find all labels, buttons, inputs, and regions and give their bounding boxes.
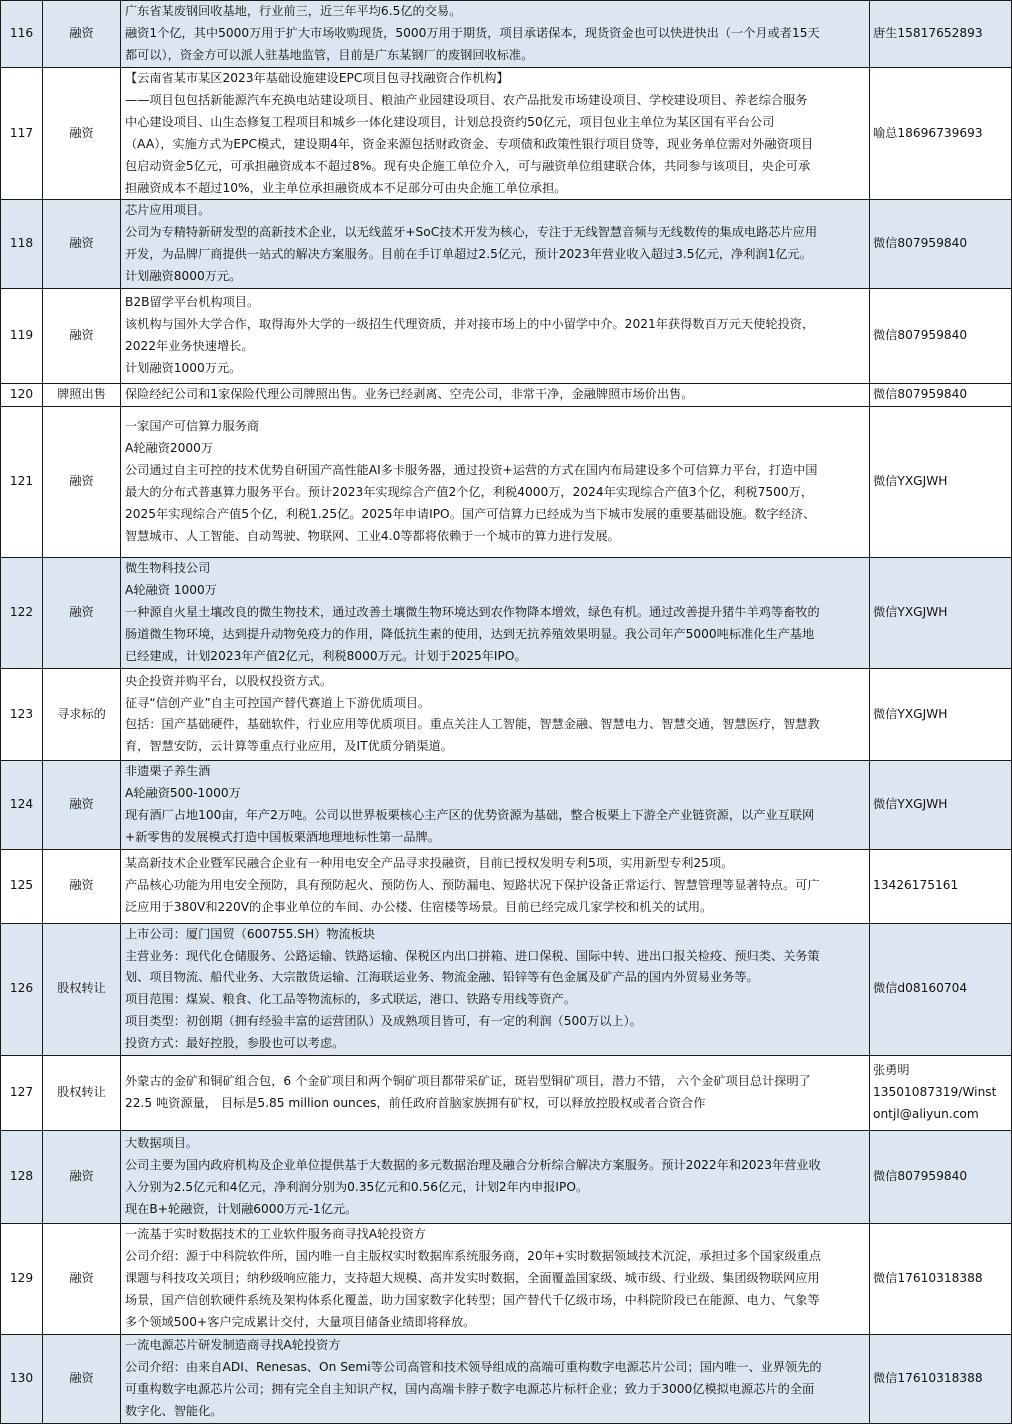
description-line: 保险经纪公司和1家保险代理公司牌照出售。业务已经剥离、空壳公司，非常干净，金融牌照市场价出售。	[125, 387, 694, 402]
row-number: 124	[1, 760, 43, 849]
description-line: 育，智慧安防，云计算等重点行业应用，及IT优质分销渠道。	[125, 739, 453, 754]
row-contact	[870, 1, 1012, 68]
row-description	[121, 289, 870, 384]
row-category: 融资	[43, 289, 121, 384]
description-line: 课题与科技攻关项目；纳秒级响应能力，支持超大规模、高并发实时数据，全面覆盖国家级、城市级、行业级、集团级物联网应用	[125, 1271, 820, 1286]
row-description	[121, 1131, 870, 1224]
description-line: 智慧城市、人工智能、自动驾驶、物联网、工业4.0等都将依赖于一个城市的算力进行发展。	[125, 528, 620, 543]
description-line: 最大的分布式普惠算力服务平台。预计2023年实现综合产值2个亿，利税4000万，2024年实现综合产值3个亿，利税7500万，	[125, 484, 814, 499]
row-category: 融资	[43, 1, 121, 68]
row-category: 股权转让	[43, 1056, 121, 1131]
row-category: 股权转让	[43, 923, 121, 1055]
row-number: 119	[1, 289, 43, 384]
row-contact	[870, 1131, 1012, 1224]
description-line: 公司介绍：源于中科院软件所，国内唯一自主版权实时数据库系统服务商，20年+实时数据领域技术沉淀，承担过多个国家级重点	[125, 1249, 822, 1264]
description-line: 场景，国产信创软硬件系统及架构体系化覆盖，助力国家数字化转型；国产替代千亿级市场，中科院阶段已在能源、电力、气象等	[125, 1293, 820, 1307]
description-line: 数字化、智能化。	[125, 1403, 223, 1418]
table-row	[1, 1056, 1012, 1131]
row-contact	[870, 384, 1012, 407]
row-description	[121, 1335, 870, 1424]
row-contact	[870, 849, 1012, 923]
contact-line: 微信807959840	[873, 387, 968, 402]
row-category: 融资	[43, 200, 121, 289]
description-line: 征寻“信创产业”自主可控国产替代赛道上下游优质项目。	[125, 695, 431, 710]
contact-line: ontjl@aliyun.com	[873, 1106, 979, 1121]
contact-line: 喻总18696739693	[873, 125, 983, 140]
description-line: 芯片应用项目。	[125, 203, 211, 218]
table-row	[1, 406, 1012, 557]
row-contact	[870, 1224, 1012, 1335]
table-row	[1, 289, 1012, 384]
row-category: 融资	[43, 1131, 121, 1224]
row-category: 融资	[43, 1335, 121, 1424]
row-number: 118	[1, 200, 43, 289]
row-contact	[870, 68, 1012, 200]
description-line: 一流基于实时数据技术的工业软件服务商寻找A轮投资方	[125, 1227, 426, 1242]
table-row	[1, 1, 1012, 68]
row-description	[121, 68, 870, 200]
description-line: A轮融资 1000万	[125, 583, 217, 598]
row-number: 129	[1, 1224, 43, 1335]
row-category: 融资	[43, 849, 121, 923]
row-contact	[870, 289, 1012, 384]
contact-line: 张勇明	[873, 1063, 910, 1078]
description-line: 外蒙古的金矿和铜矿组合包，6 个金矿项目和两个铜矿项目都带采矿证，斑岩型铜矿项目，潜力不错， 六个金矿项目总计探明了	[125, 1074, 811, 1089]
description-line: A轮融资2000万	[125, 441, 214, 456]
description-line: 央企投资并购平台，以股权投资方式。	[125, 673, 333, 688]
row-contact	[870, 406, 1012, 557]
row-contact	[870, 1335, 1012, 1424]
contact-line: 微信807959840	[873, 236, 968, 251]
description-line: 项目类型：初创期（拥有经验丰富的运营团队）及成熟项目皆可，有一定的利润（500万以上）。	[125, 1014, 642, 1029]
row-description	[121, 557, 870, 668]
description-line: 开发，为品牌厂商提供一站式的解决方案服务。目前在手订单超过2.5亿元，预计2023年营业收入超过3.5亿元，净利润1亿元。	[125, 247, 812, 262]
description-line: 可重构数字电源芯片公司；拥有完全自主知识产权，国内高端卡脖子数字电源芯片标杆企业；致力于3000亿模拟电源芯片的全面	[125, 1381, 815, 1396]
table-row	[1, 923, 1012, 1055]
description-line: 多个领域500+客户完成累计交付，大量项目储备业绩即将释放。	[125, 1314, 476, 1329]
description-line: 入分别为2.5亿元和4亿元，净利润分别为0.35亿元和0.56亿元，计划2年内申报IPO。	[125, 1180, 589, 1195]
row-contact	[870, 200, 1012, 289]
description-line: 投资方式：最好控股，参股也可以考虑。	[125, 1036, 345, 1051]
contact-line: 微信YXGJWH	[873, 796, 948, 811]
description-line: 包启动资金5亿元，可承担融资成本不超过8%。现有央企施工单位介入，可与融资单位组建联合体，共同参与该项目，央企可承	[125, 158, 811, 173]
description-line: 公司介绍：由来自ADI、Renesas、On Semi等公司高管和技术领导组成的高端可重构数字电源芯片公司；国内唯一、业界领先的	[125, 1359, 822, 1374]
description-line: 主营业务：现代化仓储服务、公路运输、铁路运输、保税区内出口拼箱、进口保税、国际中转、进出口报关检疫、预归类、关务策	[125, 948, 820, 963]
row-description	[121, 200, 870, 289]
row-contact	[870, 1056, 1012, 1131]
row-number: 126	[1, 923, 43, 1055]
description-line: 中心建设项目、山生态修复工程项目和城乡一体化建设项目，计划总投资约50亿元，项目包业主单位为某区国有平台公司	[125, 114, 775, 129]
row-contact	[870, 668, 1012, 760]
table-row	[1, 557, 1012, 668]
description-line: 广东省某废钢回收基地，行业前三，近三年平均6.5亿的交易。	[125, 4, 462, 19]
row-category: 融资	[43, 557, 121, 668]
contact-line: 微信YXGJWH	[873, 605, 948, 620]
row-description	[121, 1056, 870, 1131]
description-line: 划、项目物流、船代业务、大宗散货运输、江海联运业务、物流金融、铅锌等有色金属及矿产品的国内外贸易业务等。	[125, 970, 759, 985]
description-line: 【云南省某市某区2023年基础设施建设EPC项目包寻找融资合作机构】	[125, 71, 509, 85]
row-number: 116	[1, 1, 43, 68]
description-line: 已经建成，计划2023年产值2亿元，利税8000万元。计划于2025年IPO。	[125, 648, 527, 663]
row-category: 牌照出售	[43, 384, 121, 407]
table-row	[1, 1335, 1012, 1424]
contact-line: 微信17610318388	[873, 1370, 983, 1385]
description-line: 一流电源芯片研发制造商寻找A轮投资方	[125, 1338, 341, 1353]
row-description	[121, 1224, 870, 1335]
table-row	[1, 1131, 1012, 1224]
row-category: 融资	[43, 1224, 121, 1335]
contact-line: 微信17610318388	[873, 1271, 983, 1286]
table-row	[1, 200, 1012, 289]
description-line: 一种源自火星土壤改良的微生物技术，通过改善土壤微生物环境达到农作物降本增效，绿色有机。通过改善提升猪牛羊鸡等畜牧的	[125, 605, 820, 620]
table-row	[1, 668, 1012, 760]
row-category: 寻求标的	[43, 668, 121, 760]
description-line: 包括：国产基础硬件，基础软件，行业应用等优质项目。重点关注人工智能，智慧金融、智慧电力、智慧交通，智慧医疗，智慧教	[125, 717, 820, 732]
table-row	[1, 384, 1012, 407]
description-line: 公司主要为国内政府机构及企业单位提供基于大数据的多元数据治理及融合分析综合解决方案服务。预计2022年和2023年营业收	[125, 1158, 821, 1173]
description-line: +新零售的发展模式打造中国板栗酒地理地标性第一品牌。	[125, 829, 440, 844]
row-contact	[870, 557, 1012, 668]
contact-line: 微信d08160704	[873, 981, 968, 996]
row-category: 融资	[43, 406, 121, 557]
description-line: ——项目包包括新能源汽车充换电站建设项目、粮油产业园建设项目、农产品批发市场建设项目、学校建设项目、养老综合服务	[125, 92, 808, 107]
description-line: 一家国产可信算力服务商	[125, 419, 260, 434]
contact-line: 唐生15817652893	[873, 26, 983, 41]
description-line: 现有酒厂占地100亩，年产2万吨。公司以世界板栗核心主产区的优势资源为基础，整合板栗上下游全产业链资源，以产业互联网	[125, 807, 815, 822]
description-line: 该机构与国外大学合作，取得海外大学的一级招生代理资质，并对接市场上的中小留学中介。2021年获得数百万元天使轮投资，	[125, 317, 815, 332]
description-line: 融资1个亿，其中5000万用于扩大市场收购现货，5000万用于期货，项目承诺保本，现货资金也可以快进快出（一个月或者15天	[125, 26, 820, 41]
row-number: 122	[1, 557, 43, 668]
row-number: 125	[1, 849, 43, 923]
row-description	[121, 849, 870, 923]
description-line: 泛应用于380V和220V的企事业单位的车间、办公楼、住宿楼等场景。目前已经完成几家学校和机关的试用。	[125, 900, 713, 915]
description-line: 公司通过自主可控的技术优势自研国产高性能AI多卡服务器，通过投资+运营的方式在国内布局建设多个可信算力平台，打造中国	[125, 463, 818, 478]
contact-line: 微信807959840	[873, 328, 968, 343]
contact-line: 13426175161	[873, 878, 959, 893]
description-line: 计划融资1000万元。	[125, 360, 242, 375]
contact-line: 微信YXGJWH	[873, 474, 948, 489]
row-contact	[870, 760, 1012, 849]
description-line: 公司为专精特新研发型的高新技术企业，以无线蓝牙+SoC技术开发为核心，专注于无线智慧音频与无线数传的集成电路芯片应用	[125, 225, 818, 240]
row-category: 融资	[43, 760, 121, 849]
row-number: 117	[1, 68, 43, 200]
row-description	[121, 384, 870, 407]
row-number: 127	[1, 1056, 43, 1131]
row-number: 128	[1, 1131, 43, 1224]
row-description	[121, 668, 870, 760]
row-category: 融资	[43, 68, 121, 200]
description-line: 上市公司：厦门国贸（600755.SH）物流板块	[125, 926, 376, 941]
description-line: 大数据项目。	[125, 1136, 199, 1151]
description-line: 非遗栗子养生酒	[125, 763, 211, 778]
description-line: （AA），实施方式为EPC模式，建设期4年，资金来源包括财政资金、专项债和政策性银行项目贷等，现业务单位需对外融资项目	[125, 136, 814, 151]
table-row	[1, 68, 1012, 200]
row-description	[121, 406, 870, 557]
description-line: 22.5 吨资源量， 目标是5.85 million ounces，前任政府首脑家族拥有矿权，可以释放控股权或者合资合作	[125, 1096, 706, 1111]
description-line: 微生物科技公司	[125, 561, 211, 576]
description-line: B2B留学平台机构项目。	[125, 295, 260, 310]
table-row	[1, 849, 1012, 923]
contact-line: 微信YXGJWH	[873, 706, 948, 721]
description-line: 计划融资8000万元。	[125, 269, 242, 284]
row-description	[121, 923, 870, 1055]
description-line: 肠道微生物环境，达到提升动物免疫力的作用，降低抗生素的使用，达到无抗养殖效果明显。我公司年产5000吨标准化生产基地	[125, 626, 815, 641]
description-line: 2022年业务快速增长。	[125, 339, 254, 354]
description-line: 都可以），资金方可以派人驻基地监管，目前是广东某钢厂的废钢回收标准。	[125, 47, 534, 62]
description-line: 2025年实现综合产值5个亿，利税1.25亿。2025年申请IPO。国产可信算力已经成为当下城市发展的重要基础设施。数字经济、	[125, 506, 816, 521]
description-line: A轮融资500-1000万	[125, 785, 241, 800]
description-line: 产品核心功能为用电安全预防，具有预防起火、预防伤人、预防漏电、短路状况下保护设备正常运行、智慧管理等显著特点。可广	[125, 878, 820, 893]
row-contact	[870, 923, 1012, 1055]
description-line: 某高新技术企业暨军民融合企业有一种用电安全产品寻求投融资，目前已授权发明专利5项，实用新型专利25项。	[125, 856, 734, 871]
table-row	[1, 1224, 1012, 1335]
row-number: 121	[1, 406, 43, 557]
description-line: 现在B+轮融资，计划融6000万元-1亿元。	[125, 1201, 358, 1216]
description-line: 担融资成本不超过10%，业主单位承担融资成本不足部分可由央企施工单位承担。	[125, 180, 567, 195]
contact-line: 13501087319/Winst	[873, 1085, 997, 1100]
row-description	[121, 760, 870, 849]
contact-line: 微信807959840	[873, 1169, 968, 1184]
row-number: 130	[1, 1335, 43, 1424]
description-line: 项目范围：煤炭、粮食、化工品等物流标的，多式联运，港口、铁路专用线等资产。	[125, 992, 576, 1007]
row-number: 120	[1, 384, 43, 407]
table-row	[1, 760, 1012, 849]
row-number: 123	[1, 668, 43, 760]
row-description	[121, 1, 870, 68]
